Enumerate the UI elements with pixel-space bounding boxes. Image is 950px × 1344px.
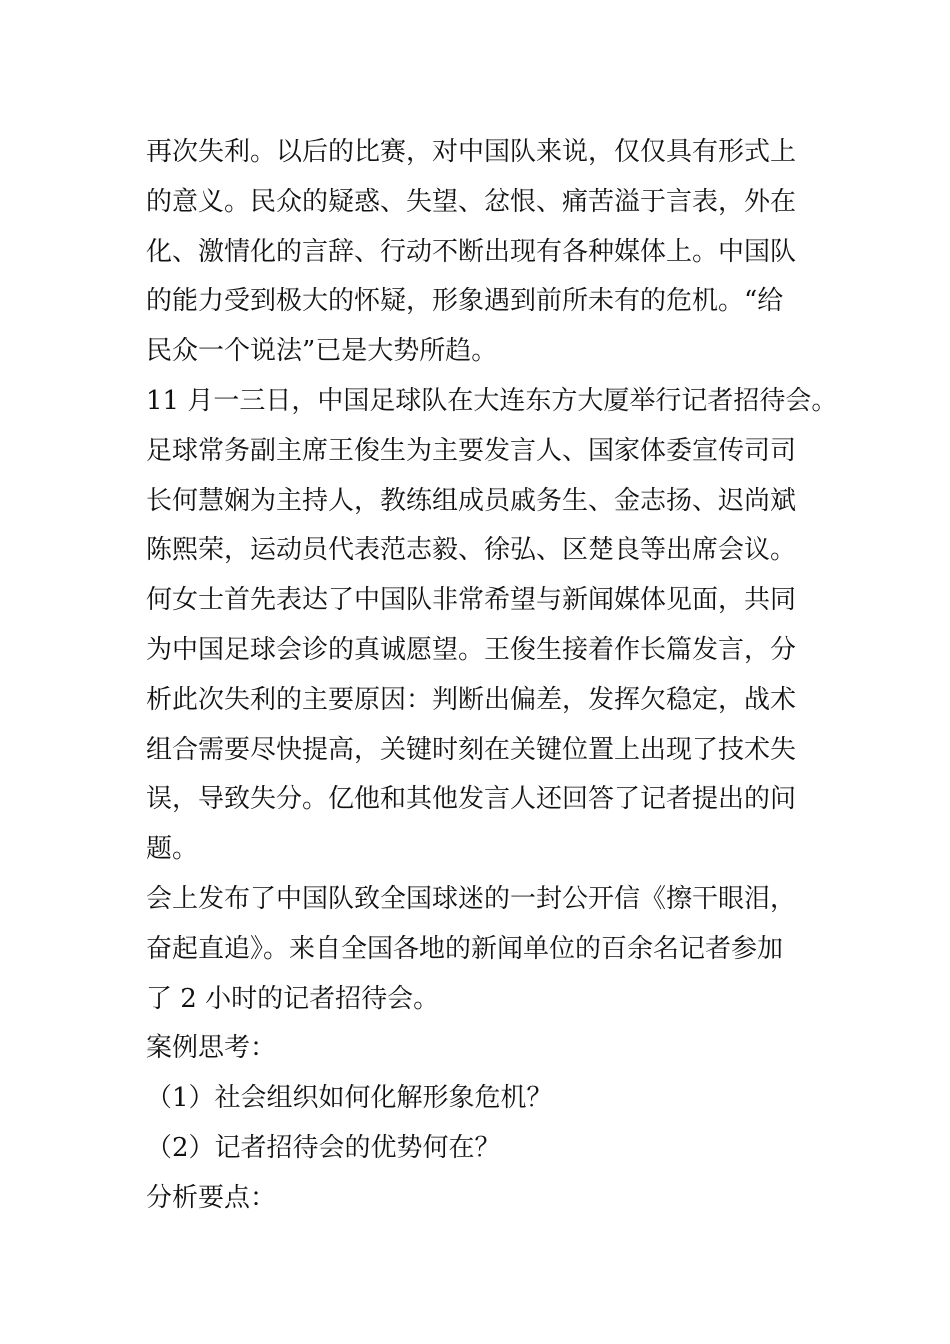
text-line: 再次失利。以后的比赛，对中国队来说，仅仅具有形式上 (146, 137, 797, 167)
text-line: 奋起直追》。来自全国各地的新闻单位的百余名记者参加 (146, 933, 784, 964)
text-line: 为中国足球会诊的真诚愿望。王俊生接着作长篇发言，分 (146, 634, 797, 665)
question-item: （1）社会组织如何化解形象危机？ (146, 1083, 553, 1114)
text-line: 析此次失利的主要原因：判断出偏差，发挥欠稳定，战术 (146, 684, 797, 715)
text-line: 化、激情化的言辞、行动不断出现有各种媒体上。中国队 (146, 236, 797, 267)
text-line: 何女士首先表达了中国队非常希望与新闻媒体见面，共同 (146, 585, 797, 616)
text-line: 的意义。民众的疑惑、失望、忿恨、痛苦溢于言表，外在 (146, 186, 797, 217)
text-line: 长何慧娴为主持人，教练组成员戚务生、金志扬、迟尚斌 (146, 485, 797, 516)
text-line: 了 2 小时的记者招待会。 (146, 983, 440, 1014)
text-line: 的能力受到极大的怀疑，形象遇到前所未有的危机。“给 (146, 286, 784, 317)
text-line: 误，导致失分。亿他和其他发言人还回答了记者提出的问 (146, 784, 797, 815)
text-line: 11 月一三日，中国足球队在大连东方大厦举行记者招待会。 (146, 385, 838, 416)
section-heading: 案例思考： (146, 1033, 277, 1064)
text-line: 题。 (146, 834, 199, 865)
text-line: 足球常务副主席王俊生为主要发言人、国家体委宣传司司 (146, 435, 797, 466)
document-body (146, 128, 838, 1224)
text-line: 民众一个说法”已是大势所趋。 (146, 336, 498, 367)
section-heading: 分析要点： (146, 1182, 277, 1213)
text-line: 陈熙荣，运动员代表范志毅、徐弘、区楚良等出席会议。 (146, 535, 797, 566)
text-line: 会上发布了中国队致全国球迷的一封公开信《擦干眼泪， (146, 883, 797, 914)
text-line: 组合需要尽快提高，关键时刻在关键位置上出现了技术失 (146, 734, 797, 765)
question-item: （2）记者招待会的优势何在？ (146, 1132, 501, 1163)
